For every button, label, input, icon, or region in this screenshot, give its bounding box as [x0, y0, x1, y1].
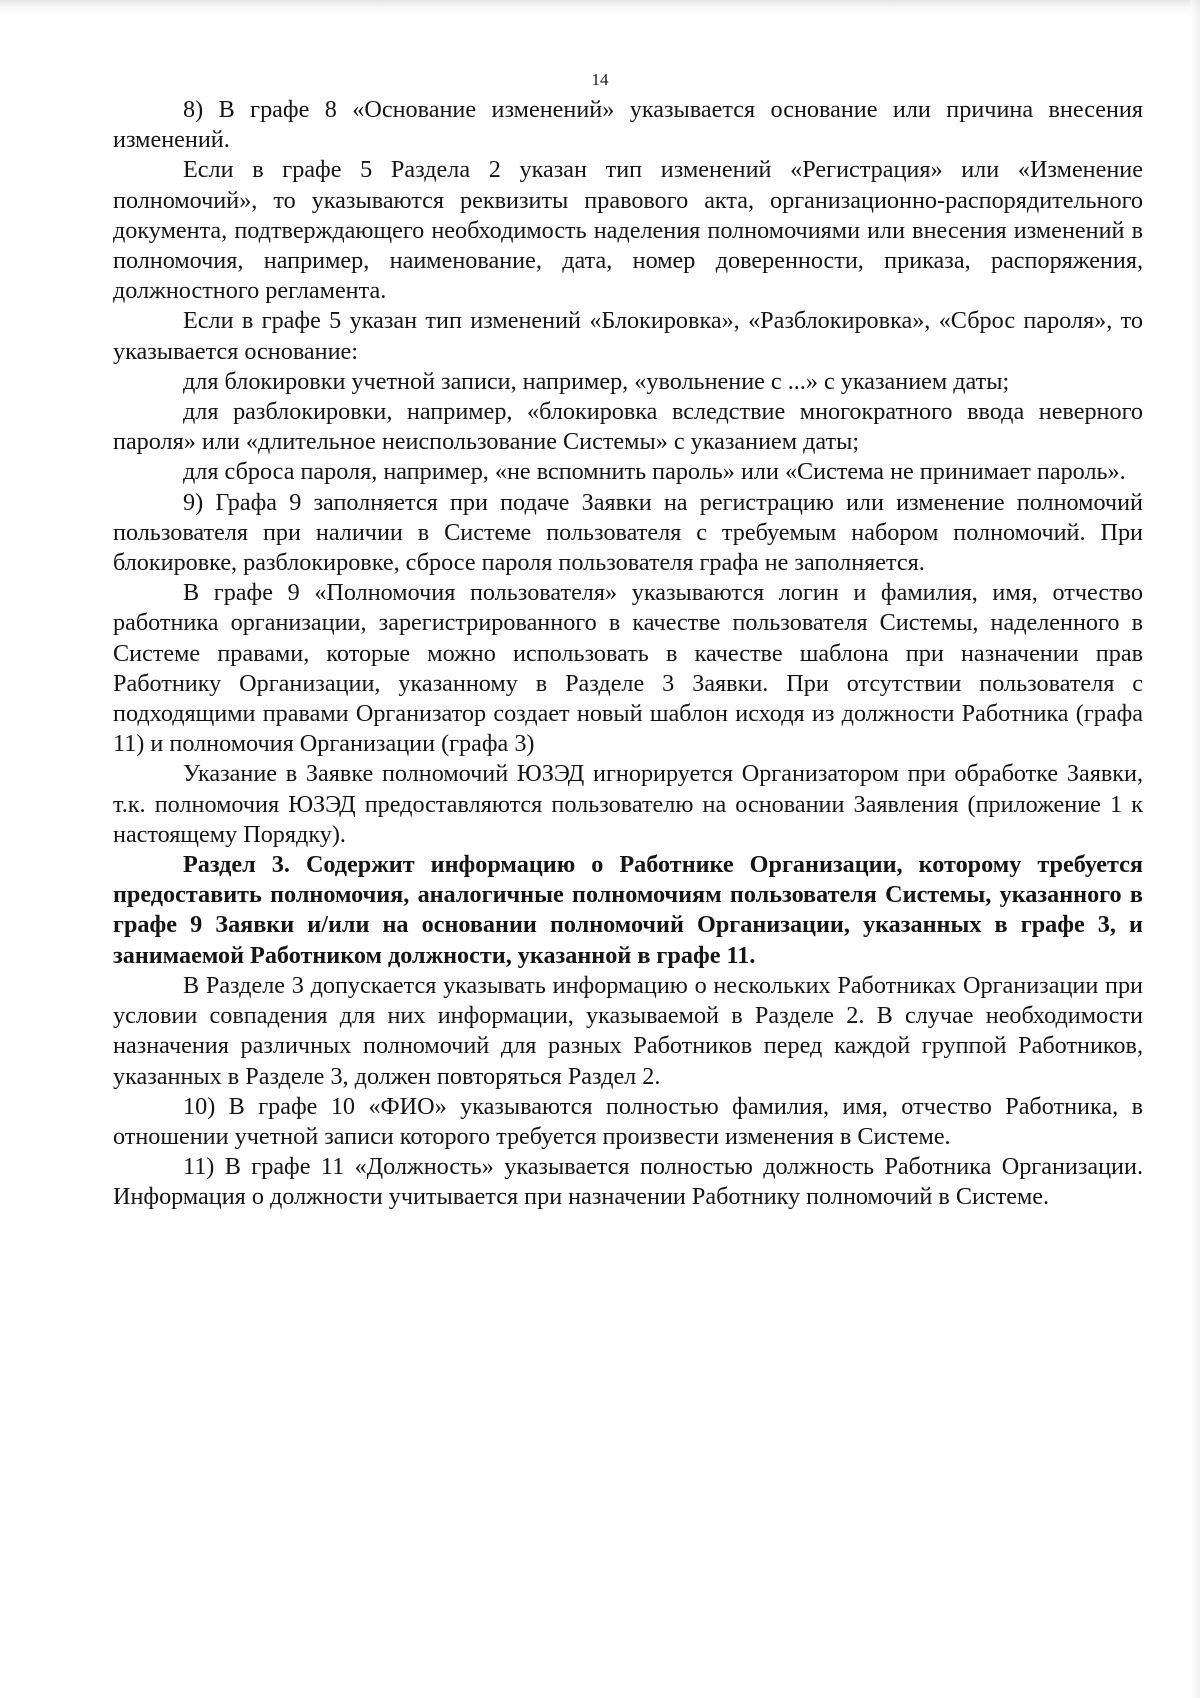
paragraph-item-9: 9) Графа 9 заполняется при подаче Заявки на регистрацию или изменение полномочий пользователя при наличии в Системе пользователя с требуемым набором полномочий. При блокировке, разблокировке, сбросе пароля пользователя графа не заполняется.	[113, 488, 1143, 577]
paragraph-registration-basis: Если в графе 5 Раздела 2 указан тип изменений «Регистрация» или «Изменение полномочий», то указываются реквизиты правового акта, организационно-распорядительного документа, подтверждающего необходимость наделения полномочиями или внесения изменений в полномочия, например, наименование, дата, номер доверенности, приказа, распоряжения, должностного регламента.	[113, 156, 1143, 305]
scan-right-edge	[1190, 0, 1200, 1698]
paragraph-blocking-example: для блокировки учетной записи, например, «увольнение с ...» с указанием даты;	[183, 367, 1010, 395]
paragraph-item-11: 11) В графе 11 «Должность» указывается полностью должность Работника Организации. Информация о должности учитывается при назначении Работнику полномочий в Системе.	[113, 1153, 1143, 1211]
paragraph-section-3-multiple-workers: В Разделе 3 допускается указывать информацию о нескольких Работниках Организации при условии совпадения для них информации, указываемой в Разделе 2. В случае необходимости назначения различных полномочий для разных Работников перед каждой группой Работников, указанных в Разделе 3, должен повторяться Раздел 2.	[113, 971, 1143, 1090]
paragraph-blocking-basis: Если в графе 5 указан тип изменений «Блокировка», «Разблокировка», «Сброс пароля», то указывается основание:	[113, 307, 1143, 365]
paragraph-item-10: 10) В графе 10 «ФИО» указываются полностью фамилия, имя, отчество Работника, в отношении учетной записи которого требуется произвести изменения в Системе.	[113, 1092, 1143, 1150]
scan-top-edge	[0, 0, 1200, 14]
section-3-heading: Раздел 3. Содержит информацию о Работнике Организации, которому требуется предоставить полномочия, аналогичные полномочиям пользователя Системы, указанного в графе 9 Заявки и/или на основании полномочий Организации, указанных в графе 3, и занимаемой Работником должности, указанной в графе 11.	[113, 851, 1143, 969]
paragraph-user-permissions: В графе 9 «Полномочия пользователя» указываются логин и фамилия, имя, отчество работника организации, зарегистрированного в качестве пользователя Системы, наделенного в Системе правами, которые можно использовать в качестве шаблона при назначении прав Работнику Организации, указанному в Разделе 3 Заявки. При отсутствии пользователя с подходящими правами Организатор создает новый шаблон исходя из должности Работника (графа 11) и полномочия Организации (графа 3)	[113, 579, 1143, 758]
paragraph-password-reset-example: для сброса пароля, например, «не вспомнить пароль» или «Система не принимает пароль».	[183, 458, 1126, 486]
paragraph-yuzed-permissions: Указание в Заявке полномочий ЮЗЭД игнорируется Организатором при обработке Заявки, т.к. полномочия ЮЗЭД предоставляются пользователю на основании Заявления (приложение 1 к настоящему Порядку).	[113, 760, 1143, 848]
page-number: 14	[591, 70, 609, 89]
paragraph-item-8: 8) В графе 8 «Основание изменений» указывается основание или причина внесения изменений.	[113, 96, 1143, 154]
document-body	[113, 95, 1143, 1213]
paragraph-unblocking-example: для разблокировки, например, «блокировка вследствие многократного ввода неверного пароля» или «длительное неиспользование Системы» с указанием даты;	[113, 398, 1143, 456]
